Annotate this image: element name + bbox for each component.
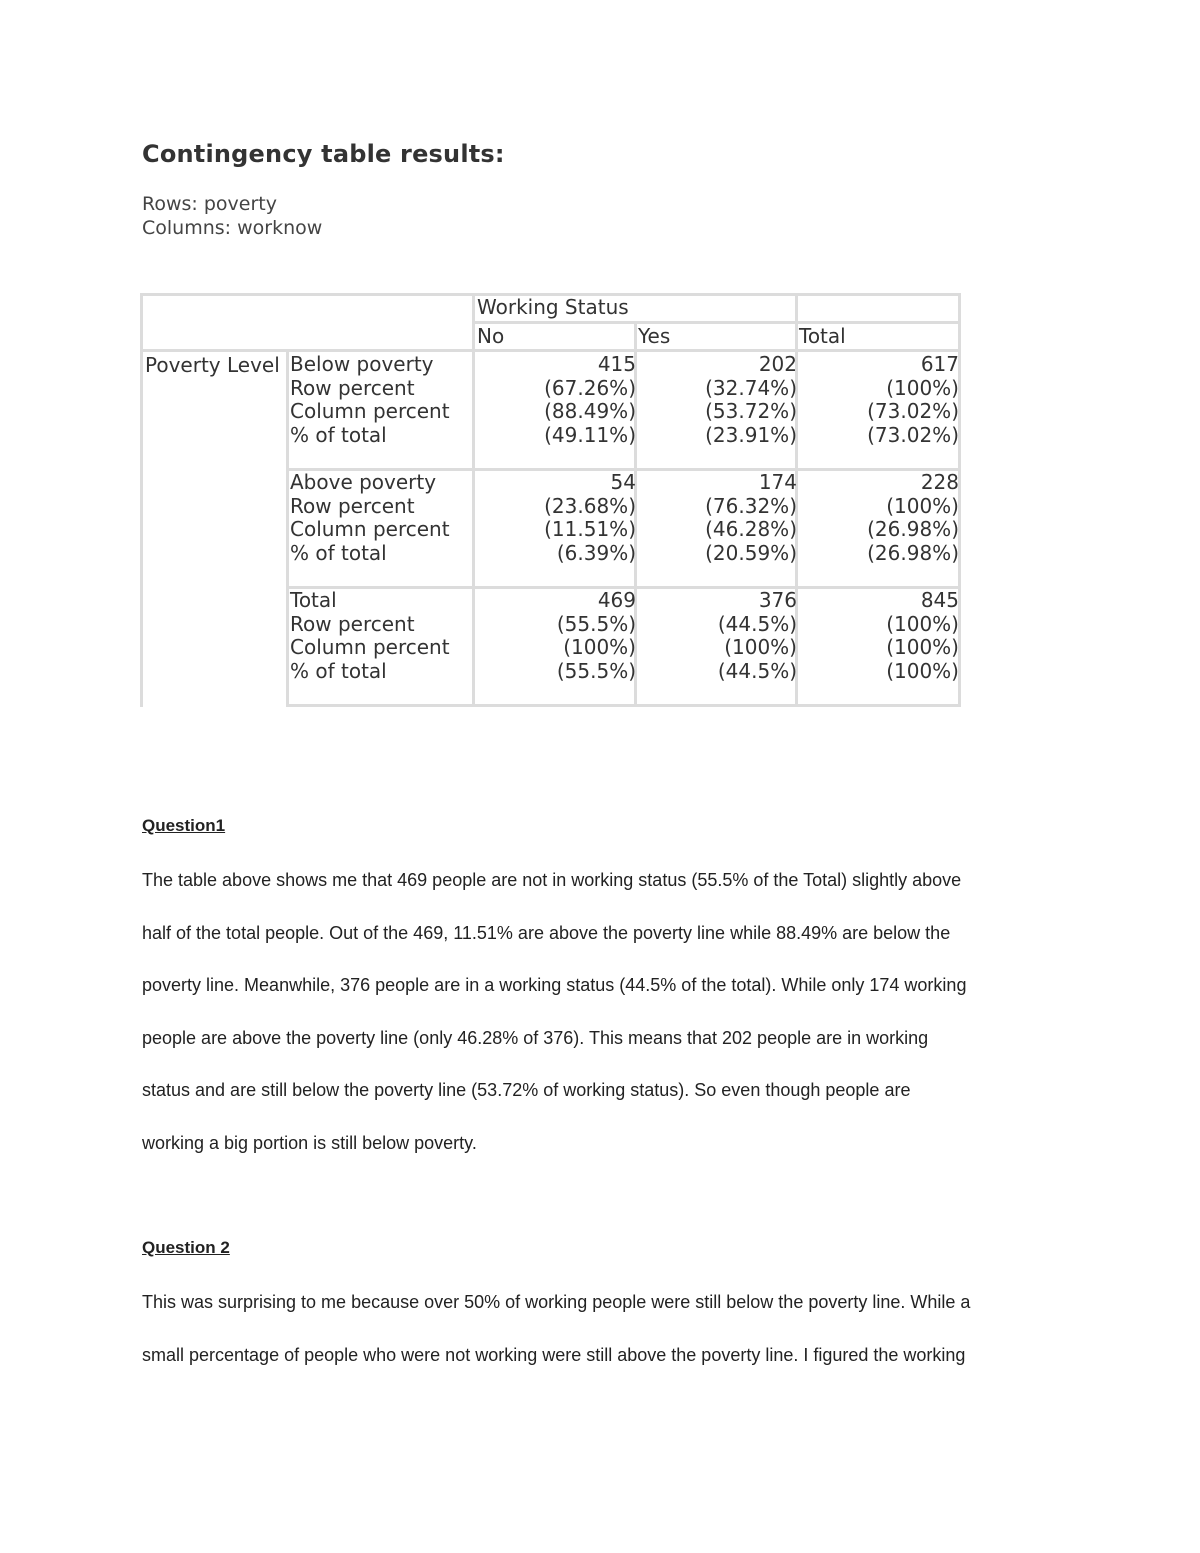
row-label: Row percent [290,493,415,518]
table-cell: (46.28%) [705,517,797,542]
row-label: Above poverty [290,470,437,494]
table-cell: (73.02%) [867,423,959,448]
table-border-left [140,293,143,707]
col-header-yes: Yes [638,324,671,348]
table-cell: (49.11%) [544,423,636,448]
table-cell: (100%) [886,635,959,660]
row-label: Total [290,588,337,612]
table-cell: (11.51%) [544,517,636,542]
table-cell: (88.49%) [544,399,636,424]
table-cell: 617 [920,352,959,376]
table-cell: (6.39%) [556,541,636,566]
question2-paragraph [142,1276,1072,1381]
table-cell: (55.5%) [556,659,636,684]
row-group-label: Poverty Level [145,353,280,377]
table-cell: (26.98%) [867,517,959,542]
table-col-divider-no [472,293,475,707]
table-cell: (67.26%) [544,375,636,400]
row-label: % of total [290,541,387,566]
paragraph-line: poverty line. Meanwhile, 376 people are in a working status (44.5% of the total). While only 174 working [142,975,967,995]
row-label: Below poverty [290,352,434,376]
block-below-poverty-labels [290,353,450,448]
block-below-poverty-yes [705,353,797,448]
col-header-total: Total [799,324,846,348]
table-border-bottom [288,704,961,707]
table-header-divider [473,321,961,324]
table-cell: (100%) [886,611,959,636]
row-label: Column percent [290,517,450,542]
table-cell: (100%) [724,635,797,660]
table-cell: (76.32%) [705,493,797,518]
question1-heading: Question1 [142,816,226,835]
table-cell: 376 [758,588,797,612]
block-below-poverty-total [867,353,959,448]
table-cell: (26.98%) [867,541,959,566]
table-cell: (44.5%) [717,659,797,684]
table-cell: (32.74%) [705,375,797,400]
table-cell: (53.72%) [705,399,797,424]
paragraph-line: half of the total people. Out of the 469, 11.51% are above the poverty line while 88.49% are below the [142,922,951,943]
table-cell: (44.5%) [717,611,797,636]
contingency-table [140,293,961,707]
paragraph-line: people are above the poverty line (only 46.28% of 376). This means that 202 people are in working [142,1027,929,1048]
table-cell: 228 [920,470,959,494]
table-cell: 415 [597,352,636,376]
paragraph-line: small percentage of people who were not working were still above the poverty line. I figured the working [142,1344,966,1365]
table-cell: 174 [758,470,797,494]
table-header-bottom [142,349,961,352]
table-cell: 54 [610,470,636,494]
table-cell: (100%) [886,659,959,684]
col-header-no: No [477,324,505,348]
question2-heading: Question 2 [142,1238,230,1257]
block-above-poverty-labels [290,471,450,566]
block-above-poverty-no [544,471,636,566]
row-label: Column percent [290,399,450,424]
block-total-no [557,589,636,684]
block-above-poverty-total [867,471,959,566]
row-label: Row percent [290,611,415,636]
paragraph-line: The table above shows me that 469 people are not in working status (55.5% of the Total) slightly above [142,870,962,890]
question1-paragraph [142,854,1072,1169]
paragraph-line: This was surprising to me because over 50% of working people were still below the poverty line. While a [142,1292,971,1312]
block-total-total [886,589,959,684]
paragraph-line: status and are still below the poverty line (53.72% of working status). So even though people are [142,1080,911,1100]
row-label: % of total [290,423,387,448]
table-cell: (100%) [886,493,959,518]
table-cell: (20.59%) [705,541,797,566]
row-label: Row percent [290,375,415,400]
row-label: % of total [290,659,387,684]
table-cell: (23.91%) [705,423,797,448]
table-label-divider [286,349,289,707]
block-above-poverty-yes [705,471,797,566]
block-total-yes [718,589,797,684]
row-label: Column percent [290,635,450,660]
table-cell: 845 [920,588,959,612]
block-below-poverty-no [544,353,636,448]
table-cell: 469 [597,588,636,612]
table-cell: (55.5%) [556,611,636,636]
rows-variable-line: Rows: poverty [142,193,277,215]
columns-variable-line: Columns: worknow [142,217,323,239]
table-cell: (100%) [886,375,959,400]
table-cell: (100%) [563,635,636,660]
table-cell: 202 [758,352,797,376]
block-total-labels [290,589,450,684]
table-cell: (23.68%) [544,493,636,518]
group-header-working-status: Working Status [477,295,629,319]
document-title: Contingency table results: [142,140,505,168]
table-cell: (73.02%) [867,399,959,424]
paragraph-line: working a big portion is still below poverty. [142,1132,477,1153]
